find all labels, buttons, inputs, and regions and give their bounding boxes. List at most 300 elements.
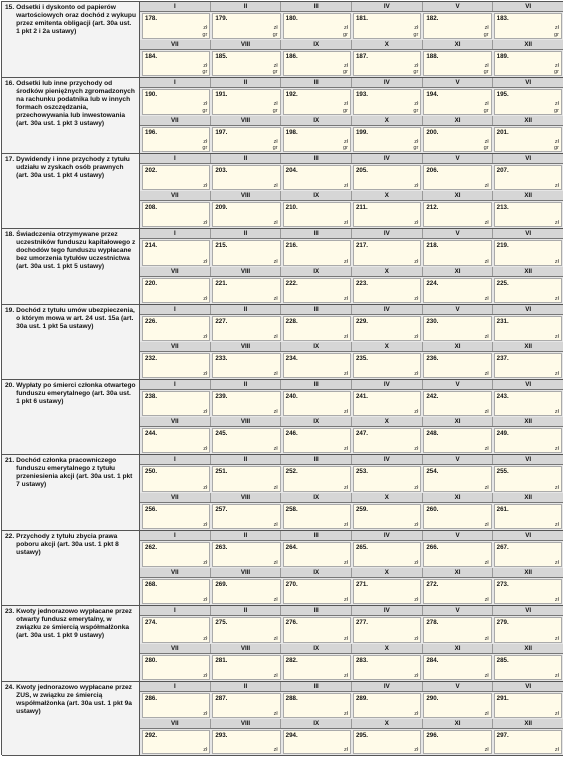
field-number: 247.	[355, 430, 369, 437]
currency-zl-label: zł	[343, 183, 348, 189]
currency-zl-label: zł	[203, 138, 208, 145]
amount-field[interactable]	[212, 13, 280, 39]
field-number: 255.	[496, 468, 509, 475]
column-header: VI	[525, 155, 532, 162]
currency-zl-label: zł	[343, 334, 348, 340]
amount-field[interactable]	[353, 278, 421, 304]
section-fields-grid	[140, 2, 563, 77]
amount-field[interactable]	[353, 542, 421, 567]
field-row	[140, 541, 563, 568]
field-number: 223.	[355, 279, 369, 287]
currency-gr-label: gr	[413, 69, 419, 75]
amount-field[interactable]	[353, 202, 421, 227]
amount-field[interactable]	[212, 89, 280, 115]
amount-field[interactable]	[353, 13, 421, 39]
amount-field[interactable]	[353, 504, 421, 530]
amount-field[interactable]	[283, 693, 351, 718]
amount-field[interactable]	[494, 579, 562, 604]
field-number: 199.	[355, 128, 369, 136]
field-row	[140, 315, 563, 342]
currency-zl-label: zł	[554, 484, 559, 491]
field-number: 251.	[215, 468, 228, 475]
column-header: VI	[525, 456, 532, 463]
amount-field[interactable]	[142, 165, 210, 190]
currency-zl-label: zł	[273, 371, 278, 377]
amount-field[interactable]	[142, 466, 210, 492]
amount-field[interactable]	[353, 693, 421, 718]
currency-zl-label: zł	[554, 371, 559, 377]
amount-field[interactable]	[142, 579, 210, 604]
section-fields-grid	[140, 606, 563, 681]
amount-field[interactable]	[283, 51, 351, 77]
currency-zl-label: zł	[414, 138, 419, 145]
field-row	[140, 503, 563, 531]
column-header: II	[211, 682, 282, 691]
field-number: 229.	[355, 318, 369, 325]
section-title: Dochód członka pracowniczego funduszu emerytalnego z tytułu przeniesienia akcji (art. 30a ust. 1 pkt 7 ustawy)	[16, 457, 133, 489]
column-header: X	[352, 644, 423, 653]
field-row	[140, 164, 563, 191]
field-number: 221.	[215, 279, 228, 287]
field-number: 227.	[215, 318, 228, 325]
amount-field[interactable]	[494, 165, 562, 190]
column-header: X	[352, 568, 423, 577]
currency-gr-label: gr	[483, 107, 489, 114]
amount-field[interactable]	[494, 655, 562, 681]
currency-zl-label: zł	[203, 710, 208, 717]
amount-field[interactable]	[283, 127, 351, 153]
amount-field[interactable]	[423, 655, 491, 681]
amount-field[interactable]	[212, 202, 280, 227]
column-header: XI	[423, 116, 494, 125]
amount-field[interactable]	[423, 202, 491, 227]
amount-field[interactable]	[494, 693, 562, 718]
amount-field[interactable]	[212, 51, 280, 77]
section-fields-grid	[140, 305, 563, 379]
column-header-row	[140, 267, 563, 277]
amount-field[interactable]	[423, 165, 491, 190]
field-number: 234.	[285, 355, 298, 362]
amount-field[interactable]	[494, 391, 562, 416]
currency-zl-label: zł	[414, 409, 419, 415]
amount-field[interactable]	[283, 504, 351, 530]
amount-field[interactable]	[283, 13, 351, 39]
amount-field[interactable]	[283, 579, 351, 604]
form-section	[2, 305, 563, 380]
field-number: 196.	[145, 128, 158, 136]
column-header: VII	[140, 719, 211, 728]
currency-zl-label: zł	[203, 522, 208, 528]
currency-gr-label: gr	[413, 107, 419, 114]
amount-field[interactable]	[494, 89, 562, 115]
amount-field[interactable]	[142, 542, 210, 567]
amount-field[interactable]	[423, 391, 491, 416]
field-number: 266.	[426, 544, 439, 551]
column-header: IX	[281, 191, 352, 200]
amount-field[interactable]	[283, 278, 351, 304]
section-label	[2, 305, 140, 379]
column-header: III	[281, 380, 352, 389]
column-header: IX	[281, 719, 352, 728]
field-number: 218.	[426, 242, 439, 249]
form-section	[2, 682, 563, 756]
amount-field[interactable]	[142, 617, 210, 643]
amount-field[interactable]	[494, 428, 562, 453]
currency-zl-label: zł	[414, 635, 419, 642]
amount-field[interactable]	[423, 13, 491, 39]
amount-field[interactable]	[142, 693, 210, 718]
amount-field[interactable]	[283, 617, 351, 643]
column-header-row	[140, 606, 563, 616]
column-header: IV	[352, 154, 423, 163]
section-label	[2, 154, 140, 228]
field-row	[140, 88, 563, 116]
currency-zl-label: zł	[554, 446, 559, 452]
column-header: VIII	[211, 568, 282, 577]
amount-field[interactable]	[142, 89, 210, 115]
amount-field[interactable]	[142, 51, 210, 77]
field-number: 212.	[426, 204, 439, 211]
amount-field[interactable]	[423, 278, 491, 304]
amount-field[interactable]	[353, 165, 421, 190]
amount-field[interactable]	[212, 693, 280, 718]
amount-field[interactable]	[283, 391, 351, 416]
amount-field[interactable]	[353, 655, 421, 681]
amount-field[interactable]	[494, 353, 562, 378]
currency-zl-label: zł	[203, 371, 208, 377]
amount-field[interactable]	[423, 542, 491, 567]
section-fields-grid	[140, 455, 563, 530]
field-number: 193.	[355, 91, 369, 98]
currency-zl-label: zł	[273, 597, 278, 603]
field-row	[140, 239, 563, 267]
field-number: 277.	[355, 619, 369, 626]
amount-field[interactable]	[423, 353, 491, 378]
field-number: 254.	[426, 468, 439, 475]
field-number: 283.	[355, 656, 369, 664]
currency-zl-label: zł	[414, 710, 419, 717]
amount-field[interactable]	[283, 240, 351, 266]
amount-field[interactable]	[423, 428, 491, 453]
section-fields-grid	[140, 229, 563, 304]
column-header: VI	[525, 230, 532, 237]
column-header: V	[423, 682, 494, 691]
field-number: 208.	[145, 204, 158, 211]
section-label	[2, 2, 140, 77]
currency-zl-label: zł	[203, 258, 208, 265]
currency-zl-label: zł	[273, 673, 278, 679]
amount-field[interactable]	[283, 165, 351, 190]
amount-field[interactable]	[283, 316, 351, 341]
column-header: VI	[525, 683, 532, 690]
currency-zl-label: zł	[343, 25, 348, 31]
amount-field[interactable]	[353, 89, 421, 115]
currency-zl-label: zł	[414, 747, 419, 753]
column-header-row	[140, 342, 563, 352]
column-header: VI	[525, 3, 532, 10]
form-section	[2, 2, 563, 78]
field-number: 191.	[215, 91, 228, 98]
amount-field[interactable]	[283, 428, 351, 453]
amount-field[interactable]	[142, 391, 210, 416]
amount-field[interactable]	[494, 316, 562, 341]
currency-zl-label: zł	[484, 484, 489, 491]
field-number: 231.	[496, 318, 509, 325]
field-number: 271.	[355, 581, 369, 588]
currency-zl-label: zł	[203, 62, 208, 69]
amount-field[interactable]	[212, 353, 280, 378]
column-header: I	[140, 2, 211, 11]
currency-zl-label: zł	[273, 522, 278, 528]
column-header: III	[281, 606, 352, 615]
currency-gr-label: gr	[272, 107, 278, 114]
column-header: X	[352, 342, 423, 351]
section-number: 22.	[5, 533, 15, 540]
column-header: VI	[525, 79, 532, 86]
section-title: Odsetki i dyskonto od papierów wartościowych oraz dochód z wykupu przez emitenta obligacji (art. 30a ust. 1 pkt 2 i 2a ustawy)	[16, 4, 136, 36]
section-title: Odsetki lub inne przychody od środków pieniężnych zgromadzonych na rachunku podatnika lub w innych formach oszczędzania, przechowywania lub inwestowania (art. 30a ust. 1 pkt 3 ustawy)	[16, 80, 135, 128]
field-row	[140, 729, 563, 756]
currency-zl-label: zł	[273, 747, 278, 753]
currency-zl-label: zł	[343, 484, 348, 491]
amount-field[interactable]	[212, 428, 280, 453]
section-number: 21.	[5, 457, 15, 464]
amount-field[interactable]	[494, 278, 562, 304]
amount-field[interactable]	[494, 730, 562, 755]
amount-field[interactable]	[283, 353, 351, 378]
currency-zl-label: zł	[484, 258, 489, 265]
amount-field[interactable]	[212, 316, 280, 341]
currency-zl-label: zł	[343, 560, 348, 566]
amount-field[interactable]	[212, 391, 280, 416]
amount-field[interactable]	[494, 51, 562, 77]
currency-zl-label: zł	[484, 101, 489, 107]
column-header: X	[352, 40, 423, 49]
amount-field[interactable]	[423, 504, 491, 530]
field-number: 224.	[426, 279, 439, 287]
field-number: 209.	[215, 204, 228, 211]
currency-zl-label: zł	[343, 635, 348, 642]
amount-field[interactable]	[423, 127, 491, 153]
amount-field[interactable]	[142, 730, 210, 755]
amount-field[interactable]	[423, 316, 491, 341]
amount-field[interactable]	[212, 127, 280, 153]
amount-field[interactable]	[142, 240, 210, 266]
section-number: 17.	[5, 156, 15, 163]
field-number: 285.	[496, 656, 509, 664]
column-header: IV	[352, 682, 423, 691]
section-number: 18.	[5, 231, 15, 238]
field-number: 245.	[215, 430, 228, 437]
amount-field[interactable]	[212, 730, 280, 755]
field-number: 228.	[285, 318, 298, 325]
amount-field[interactable]	[212, 278, 280, 304]
field-number: 263.	[215, 544, 228, 551]
field-number: 272.	[426, 581, 439, 588]
amount-field[interactable]	[353, 428, 421, 453]
currency-zl-label: zł	[273, 446, 278, 452]
column-header: XII	[524, 343, 532, 350]
column-header: VIII	[211, 719, 282, 728]
amount-field[interactable]	[353, 127, 421, 153]
field-number: 267.	[496, 544, 509, 551]
field-number: 201.	[496, 128, 509, 136]
field-number: 185.	[215, 52, 228, 60]
amount-field[interactable]	[423, 240, 491, 266]
amount-field[interactable]	[353, 353, 421, 378]
amount-field[interactable]	[283, 466, 351, 492]
amount-field[interactable]	[494, 127, 562, 153]
currency-gr-label: gr	[272, 145, 278, 151]
field-number: 239.	[215, 393, 228, 400]
amount-field[interactable]	[142, 316, 210, 341]
column-header: XII	[524, 569, 532, 576]
amount-field[interactable]	[423, 693, 491, 718]
amount-field[interactable]	[283, 202, 351, 227]
amount-field[interactable]	[212, 165, 280, 190]
currency-zl-label: zł	[203, 25, 208, 31]
amount-field[interactable]	[283, 542, 351, 567]
amount-field[interactable]	[353, 730, 421, 755]
amount-field[interactable]	[353, 579, 421, 604]
column-header: I	[140, 78, 211, 87]
field-number: 293.	[215, 731, 228, 739]
amount-field[interactable]	[283, 89, 351, 115]
column-header-row	[140, 719, 563, 729]
amount-field[interactable]	[423, 89, 491, 115]
currency-zl-label: zł	[203, 747, 208, 753]
amount-field[interactable]	[494, 240, 562, 266]
currency-zl-label: zł	[273, 25, 278, 31]
amount-field[interactable]	[494, 13, 562, 39]
field-number: 237.	[496, 355, 509, 362]
amount-field[interactable]	[212, 542, 280, 567]
section-fields-grid	[140, 682, 563, 755]
amount-field[interactable]	[283, 730, 351, 755]
amount-field[interactable]	[423, 617, 491, 643]
currency-zl-label: zł	[554, 560, 559, 566]
amount-field[interactable]	[142, 655, 210, 681]
amount-field[interactable]	[353, 51, 421, 77]
currency-gr-label: gr	[553, 107, 559, 114]
amount-field[interactable]	[142, 202, 210, 227]
currency-zl-label: zł	[273, 484, 278, 491]
currency-gr-label: gr	[202, 145, 208, 151]
amount-field[interactable]	[212, 579, 280, 604]
amount-field[interactable]	[212, 617, 280, 643]
amount-field[interactable]	[423, 466, 491, 492]
column-header: II	[211, 606, 282, 615]
amount-field[interactable]	[212, 240, 280, 266]
column-header: IX	[281, 568, 352, 577]
field-number: 265.	[355, 544, 369, 551]
column-header: X	[352, 719, 423, 728]
field-number: 192.	[285, 91, 298, 98]
field-number: 188.	[426, 52, 439, 60]
amount-field[interactable]	[283, 655, 351, 681]
field-number: 214.	[145, 242, 158, 249]
column-header: XII	[524, 40, 532, 48]
amount-field[interactable]	[494, 504, 562, 530]
amount-field[interactable]	[494, 542, 562, 567]
amount-field[interactable]	[353, 617, 421, 643]
field-number: 213.	[496, 204, 509, 211]
amount-field[interactable]	[353, 466, 421, 492]
amount-field[interactable]	[212, 655, 280, 681]
column-header: VII	[140, 417, 211, 426]
amount-field[interactable]	[423, 579, 491, 604]
column-header: VII	[140, 342, 211, 351]
field-number: 286.	[145, 695, 158, 702]
amount-field[interactable]	[353, 391, 421, 416]
currency-zl-label: zł	[414, 597, 419, 603]
amount-field[interactable]	[353, 316, 421, 341]
amount-field[interactable]	[212, 504, 280, 530]
amount-field[interactable]	[142, 504, 210, 530]
column-header: III	[281, 305, 352, 314]
currency-zl-label: zł	[203, 101, 208, 107]
amount-field[interactable]	[494, 202, 562, 227]
amount-field[interactable]	[142, 428, 210, 453]
amount-field[interactable]	[142, 127, 210, 153]
amount-field[interactable]	[423, 51, 491, 77]
field-number: 290.	[426, 695, 439, 702]
column-header: V	[423, 531, 494, 540]
field-number: 226.	[145, 318, 158, 325]
amount-field[interactable]	[423, 730, 491, 755]
column-header: IV	[352, 2, 423, 11]
currency-zl-label: zł	[203, 220, 208, 226]
field-number: 270.	[285, 581, 298, 588]
field-number: 178.	[145, 15, 158, 22]
field-number: 273.	[496, 581, 509, 588]
field-number: 189.	[496, 52, 509, 60]
column-header: X	[352, 191, 423, 200]
amount-field[interactable]	[353, 240, 421, 266]
amount-field[interactable]	[494, 466, 562, 492]
currency-zl-label: zł	[343, 522, 348, 528]
currency-zl-label: zł	[484, 635, 489, 642]
field-number: 182.	[426, 15, 439, 22]
amount-field[interactable]	[142, 353, 210, 378]
field-number: 294.	[285, 731, 298, 739]
amount-field[interactable]	[212, 466, 280, 492]
section-label	[2, 78, 140, 153]
field-number: 269.	[215, 581, 228, 588]
currency-gr-label: gr	[343, 69, 348, 75]
field-number: 184.	[145, 52, 158, 60]
field-row	[140, 50, 563, 78]
currency-zl-label: zł	[484, 710, 489, 717]
section-fields-grid	[140, 154, 563, 228]
currency-zl-label: zł	[343, 371, 348, 377]
field-row	[140, 352, 563, 379]
field-number: 259.	[355, 505, 369, 513]
currency-gr-label: gr	[202, 31, 208, 38]
column-header: IV	[352, 606, 423, 615]
column-header: I	[140, 229, 211, 238]
column-header: V	[423, 229, 494, 238]
currency-gr-label: gr	[553, 69, 559, 75]
currency-gr-label: gr	[272, 69, 278, 75]
column-header: IV	[352, 229, 423, 238]
amount-field[interactable]	[142, 13, 210, 39]
field-number: 186.	[285, 52, 298, 60]
form-section	[2, 229, 563, 305]
amount-field[interactable]	[142, 278, 210, 304]
column-header: I	[140, 305, 211, 314]
amount-field[interactable]	[494, 617, 562, 643]
